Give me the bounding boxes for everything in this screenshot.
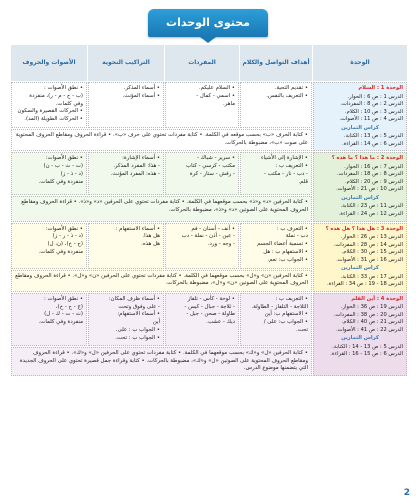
sounds-cell xyxy=(11,152,87,195)
grammar-line: • أسماء الإشارة: xyxy=(122,155,160,162)
lesson-line: الدرس 7 : ص 16 : الحوار. xyxy=(344,163,403,170)
grammar-line: • الجواب ب : تحت. xyxy=(115,334,160,341)
exercise-lesson-line: الدرس 5 : ص 13 : الكتابة. xyxy=(343,133,403,140)
sounds-cell xyxy=(11,293,87,346)
units-table xyxy=(10,44,408,377)
goals-line: دب - نملة xyxy=(285,233,308,240)
goals-line: • تسمية أعضاء الجسم xyxy=(257,241,308,248)
goals-line: الثلاجة - التلفاز - الطاولة. xyxy=(251,303,308,310)
unit-cell xyxy=(313,293,407,376)
goals-line: • تقديم التحية. xyxy=(274,85,308,91)
goals-cell xyxy=(240,82,312,128)
grammar-line: • الجواب ب : على. xyxy=(115,327,160,334)
lesson-line: الدرس 8 : ص 18 : المفردات. xyxy=(337,171,403,178)
column-header-goals: أهداف التواصل والكلام xyxy=(240,45,312,81)
sounds-line: (ب - ح - م - ر)، منفردة xyxy=(29,92,83,99)
grammar-line: • أسماء المؤنث. xyxy=(122,92,160,99)
grammar-cell xyxy=(88,152,164,195)
goals-cell xyxy=(240,152,312,195)
sounds-line: منفردة وفي كلمات. xyxy=(38,319,83,326)
exercise-lesson-line: الدرس 6 : ص 15 - 16 : القراءة. xyxy=(330,351,403,358)
grammar-line: • أسماء المذكر. xyxy=(123,85,160,91)
sounds-line: • الحركات القصيرة والسكون xyxy=(17,108,83,115)
vocab-line: ديك - عشب. xyxy=(206,319,235,326)
table-row xyxy=(11,82,407,128)
sounds-line: (ث - ت - ك - ل) xyxy=(44,311,83,318)
goals-cell xyxy=(240,293,312,346)
exercise-lesson-line: الدرس 6 : ص 14 : القراءة. xyxy=(342,140,403,147)
exercise-lesson-line: الدرس 12 : ص 24 : القراءة. xyxy=(338,210,403,217)
sounds-line: (ت - ث - ب - ن) xyxy=(43,163,83,170)
lesson-line: الدرس 2 : ص 8 : المفردات. xyxy=(340,101,403,108)
grammar-line: هل هذه. xyxy=(141,241,160,248)
sounds-line: وفي كلمات. xyxy=(55,100,83,107)
vocab-cell xyxy=(165,82,239,128)
column-header-sounds: الأصوات والحروف xyxy=(11,45,87,81)
vocab-cell xyxy=(165,293,239,346)
grammar-line: - هذا: المفرد المذكر. xyxy=(113,163,160,170)
writing-cell: • كتابة الحرفين «ن» و«ل» بحسب موقعهما في الكلمة. • كتابة مفردات تحتوي على الحرفين «ن» و«ل». • قراءة الحروف ومقاطع الحروف المحتوية على الصوتين «ن» و«ل»، مضبوطة بالحركات. xyxy=(11,270,312,292)
page-title: محتوى الوحدات xyxy=(148,9,268,37)
vocab-line: • السلام عليكم. xyxy=(198,85,235,91)
vocab-cell xyxy=(165,152,239,195)
vocab-cell xyxy=(165,223,239,269)
vocab-line: - ثلاجة - جبال - كيس - xyxy=(184,303,235,310)
lesson-line: الدرس 10 : ص 21 : الأصوات. xyxy=(336,186,403,193)
goals-line: • الاستفهام ب : هل xyxy=(263,248,308,255)
unit-title: الوحدة 1 : السلام xyxy=(358,85,403,91)
vocab-line: ماهر. xyxy=(222,100,235,107)
lesson-line: الدرس 21 : ص 40 : الكلام. xyxy=(341,319,403,326)
grammar-cell xyxy=(88,223,164,269)
lesson-line: الدرس 19 : ص 36 : الحوار. xyxy=(340,304,403,311)
sounds-line: • نطق الأصوات: xyxy=(45,155,83,162)
vocab-line: - رفش - ستار - كرة xyxy=(189,170,235,177)
vocab-line: - عين - أذن - نملة - دب xyxy=(181,233,235,240)
goals-cell xyxy=(240,223,312,269)
grammar-cell xyxy=(88,293,164,346)
table-header-row xyxy=(11,45,407,81)
grammar-line: • أسماء ظرف المكان: xyxy=(108,295,160,302)
lesson-line: الدرس 1 : ص 6 : الحوار. xyxy=(347,93,403,100)
goals-line: • التعريف بالنفس. xyxy=(266,92,308,99)
unit-title: الوحدة 3 : هل هذا ؟ هل هذه ؟ xyxy=(325,225,403,232)
goals-line: • الجواب ب: نعم. xyxy=(267,256,308,263)
grammar-cell xyxy=(88,82,164,128)
grammar-line: - على وفوق وتحت xyxy=(118,303,160,310)
exercise-lesson-line: الدرس 5 : ص 13 - 14 : الكتابة. xyxy=(332,343,403,350)
lesson-line: الدرس 20 : ص 38 : المفردات. xyxy=(333,311,403,318)
exercises-label: كراس التمارين xyxy=(341,124,379,131)
unit-cell xyxy=(313,152,407,221)
goals-line: قلم. xyxy=(298,178,308,185)
grammar-line: هل هذا. xyxy=(142,233,160,240)
vocab-line: • سرير - شباك - xyxy=(196,155,235,162)
writing-cell: • كتابة الحرف «ب» بحسب موقعه في الكلمة. • كتابة مفردات تحتوي على حرف «ب». • قراءة الحروف ومقاطع الحروف المحتوية على صوت «ب»، مضبوطة بالحركات. xyxy=(11,129,312,151)
unit-cell xyxy=(313,82,407,151)
vocab-line: مكتب - كرسي - كتاب xyxy=(186,163,235,170)
sounds-line: • نطق الأصوات : xyxy=(43,295,83,302)
exercises-label: كراس التمارين xyxy=(341,194,379,201)
exercises-label: كراس التمارين xyxy=(341,265,379,272)
goals-line: - دب - نار - مكتب - xyxy=(263,170,308,177)
sounds-line: منفردة وفي كلمات. xyxy=(38,178,83,185)
goals-line: تحت. xyxy=(296,327,308,334)
vocab-line: طاولة - صحن - جبل - xyxy=(186,311,235,318)
goals-line: • الجواب ب: على / xyxy=(263,319,308,326)
unit-cell xyxy=(313,223,407,292)
lesson-line: الدرس 14 : ص 28 : المفردات. xyxy=(333,241,403,248)
goals-line: • الاستفهام ب: أين xyxy=(264,311,308,318)
sounds-line: • نطق الأصوات: xyxy=(45,225,83,232)
grammar-line: - هذه: المفرد المؤنث. xyxy=(110,170,160,177)
sounds-line: (د - ذ - ز) xyxy=(60,170,83,177)
vocab-line: • لوحة - كأس - تلفاز xyxy=(187,295,235,302)
column-header-unit: الوحدة xyxy=(313,45,407,81)
lesson-line: الدرس 22 : ص 41 : الأصوات. xyxy=(336,326,403,333)
sounds-line: • نطق الأصوات : xyxy=(43,85,83,91)
exercise-lesson-line: الدرس 17 : ص 33 : الكتابة. xyxy=(340,273,403,280)
lesson-line: الدرس 9 : ص 20 : الكلام. xyxy=(344,178,403,185)
vocab-line: • اسمي - كمال - xyxy=(196,92,235,99)
grammar-line: • أسماء الاستفهام: xyxy=(117,311,160,318)
lesson-line: الدرس 4 : ص 11 : الأصوات. xyxy=(339,116,403,123)
exercise-lesson-line: الدرس 11 : ص 23 : الكتابة. xyxy=(340,203,403,210)
lesson-line: الدرس 13 : ص 26 : الحوار. xyxy=(340,234,403,241)
exercises-label: كراس التمارين xyxy=(341,335,379,342)
table-row xyxy=(11,223,407,269)
sounds-line: • الحركات الطويلة (المد). xyxy=(24,116,83,123)
sounds-line: (د - ذ - ر - ز) xyxy=(52,233,83,240)
exercise-lesson-line: الدرس 18 - 19 : ص 34 : القراءة. xyxy=(326,281,403,288)
goals-line: • التعريف ب : xyxy=(275,163,308,170)
column-header-vocab: المفردات xyxy=(165,45,239,81)
sounds-cell xyxy=(11,223,87,269)
goals-line: • الإشارة إلى الأشياء xyxy=(260,155,308,162)
table-row xyxy=(11,293,407,346)
sounds-line: (ج - ح - خ)، xyxy=(55,303,83,310)
lesson-line: الدرس 15 : ص 30 : الكلام. xyxy=(341,249,403,256)
writing-cell: • كتابة الحرفين «ل» و«ك» بحسب موقعهما في الكلمة. • كتابة مفردات تحتوي على الحرفين «ل» و«ك». • قراءة الحروف ومقاطع الحروف المحتوية على الصوتين «ل» و«ك»، مضبوطة بالحركات. • كتابة وقراءة جمل قصيرة تحتوي على الحروف الجديدة التي يتضمنها موضوع الدرس. xyxy=(11,347,312,376)
table-row xyxy=(11,152,407,195)
grammar-line: أين xyxy=(152,319,160,326)
unit-title: الوحدة 4 : أين القلم xyxy=(351,295,403,302)
lesson-line: الدرس 16 : ص 31 : الأصوات. xyxy=(336,256,403,263)
goals-line: • التعرف ب : xyxy=(276,225,308,232)
writing-cell: • كتابة الحرفين «د» و«ذ» بحسب موقعهما في الكلمة. • كتابة مفردات تحتوي على الحرفين «د» و«ذ». • قراءة الحروف ومقاطع الحروف المحتوية على الصوتين «د» و«ذ»، مضبوطة بالحركات. xyxy=(11,196,312,221)
column-header-grammar: التراكيب النحوية xyxy=(88,45,164,81)
sounds-line: منفردة وفي كلمات. xyxy=(38,248,83,255)
grammar-line: • أسماء الاستفهام : xyxy=(115,225,160,232)
goals-line: • التعريف ب : xyxy=(275,295,308,302)
sounds-cell xyxy=(11,82,87,128)
vocab-line: • أنف - أسنان - فم xyxy=(191,225,235,232)
sounds-line: (ح - خ)، (ن، ل) xyxy=(47,241,83,248)
page-number: 2 xyxy=(403,487,410,498)
unit-title: الوحدة 2 : ما هذا ؟ ما هذه ؟ xyxy=(331,155,403,162)
vocab-line: - وجه - ورد. xyxy=(207,241,235,248)
lesson-line: الدرس 3 : ص 10 : الكلام. xyxy=(344,108,403,115)
